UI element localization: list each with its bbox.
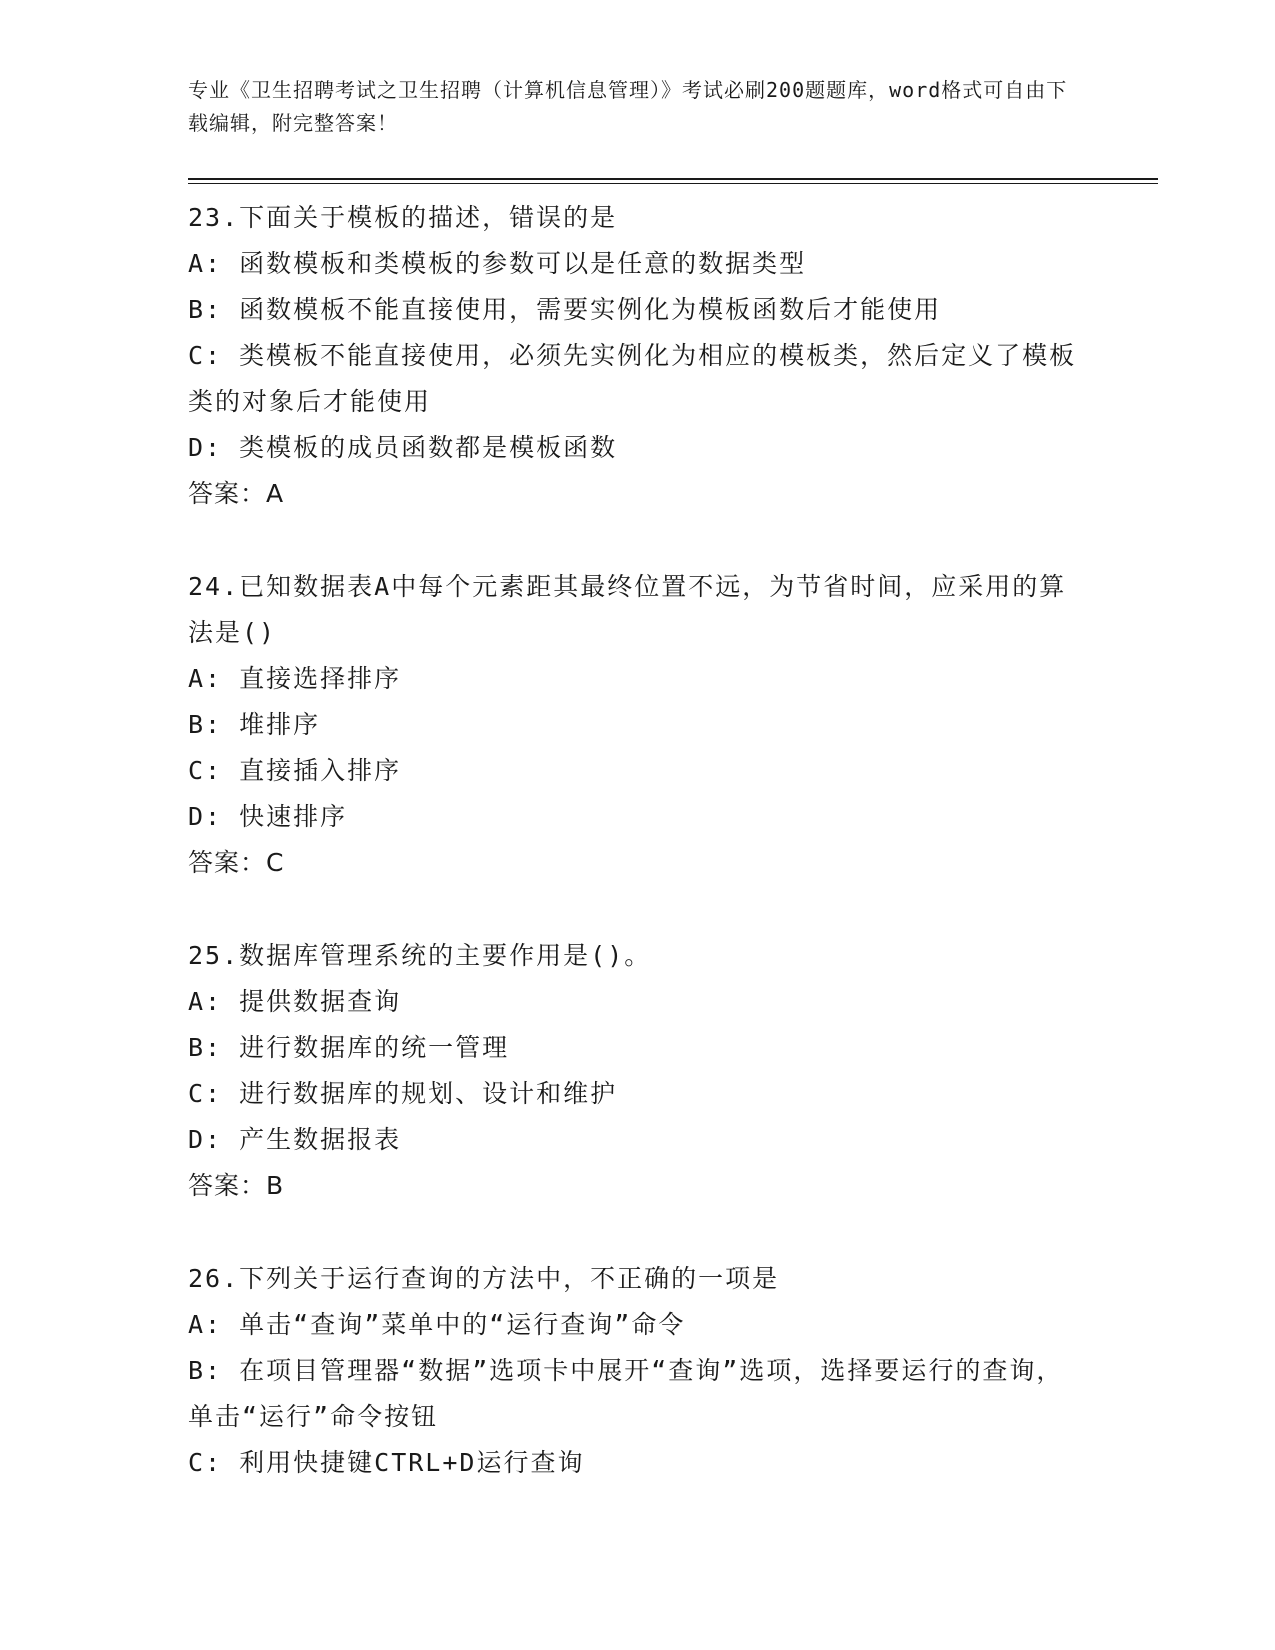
question-26 bbox=[188, 1256, 1158, 1486]
option-d: D: 产生数据报表 bbox=[188, 1125, 402, 1154]
option-d: D: 类模板的成员函数都是模板函数 bbox=[188, 433, 618, 462]
question-stem: 26.下列关于运行查询的方法中，不正确的一项是 bbox=[188, 1264, 780, 1293]
question-stem: 25.数据库管理系统的主要作用是()。 bbox=[188, 941, 652, 970]
divider-line-thick bbox=[188, 178, 1158, 180]
option-a: A: 直接选择排序 bbox=[188, 664, 402, 693]
question-25 bbox=[188, 933, 1158, 1209]
document-page bbox=[188, 74, 1158, 1533]
question-stem: 23.下面关于模板的描述，错误的是 bbox=[188, 203, 618, 232]
option-c: C: 直接插入排序 bbox=[188, 756, 402, 785]
question-23 bbox=[188, 195, 1158, 517]
option-c: C: 利用快捷键CTRL+D运行查询 bbox=[188, 1448, 585, 1477]
option-b: B: 函数模板不能直接使用，需要实例化为模板函数后才能使用 bbox=[188, 295, 942, 324]
answer-label: 答案：A bbox=[188, 479, 285, 508]
document-intro: 专业《卫生招聘考试之卫生招聘（计算机信息管理）》考试必刷200题题库，word格式可自由下载编辑，附完整答案！ bbox=[188, 78, 1068, 135]
divider-line-thin bbox=[188, 183, 1158, 184]
question-stem: 24.已知数据表A中每个元素距其最终位置不远，为节省时间，应采用的算法是() bbox=[188, 572, 1067, 647]
question-list bbox=[188, 195, 1158, 1486]
option-a: A: 单击“查询”菜单中的“运行查询”命令 bbox=[188, 1310, 686, 1339]
option-b: B: 堆排序 bbox=[188, 710, 321, 739]
answer-label: 答案：B bbox=[188, 1171, 285, 1200]
answer-label: 答案：C bbox=[188, 848, 285, 877]
header-divider bbox=[188, 178, 1158, 183]
question-24 bbox=[188, 564, 1158, 886]
option-a: A: 函数模板和类模板的参数可以是任意的数据类型 bbox=[188, 249, 807, 278]
option-a: A: 提供数据查询 bbox=[188, 987, 402, 1016]
option-b: B: 在项目管理器“数据”选项卡中展开“查询”选项，选择要运行的查询，单击“运行”命令按钮 bbox=[188, 1356, 1064, 1431]
option-d: D: 快速排序 bbox=[188, 802, 348, 831]
option-c: C: 类模板不能直接使用，必须先实例化为相应的模板类，然后定义了模板类的对象后才能使用 bbox=[188, 341, 1077, 416]
option-b: B: 进行数据库的统一管理 bbox=[188, 1033, 510, 1062]
option-c: C: 进行数据库的规划、设计和维护 bbox=[188, 1079, 618, 1108]
